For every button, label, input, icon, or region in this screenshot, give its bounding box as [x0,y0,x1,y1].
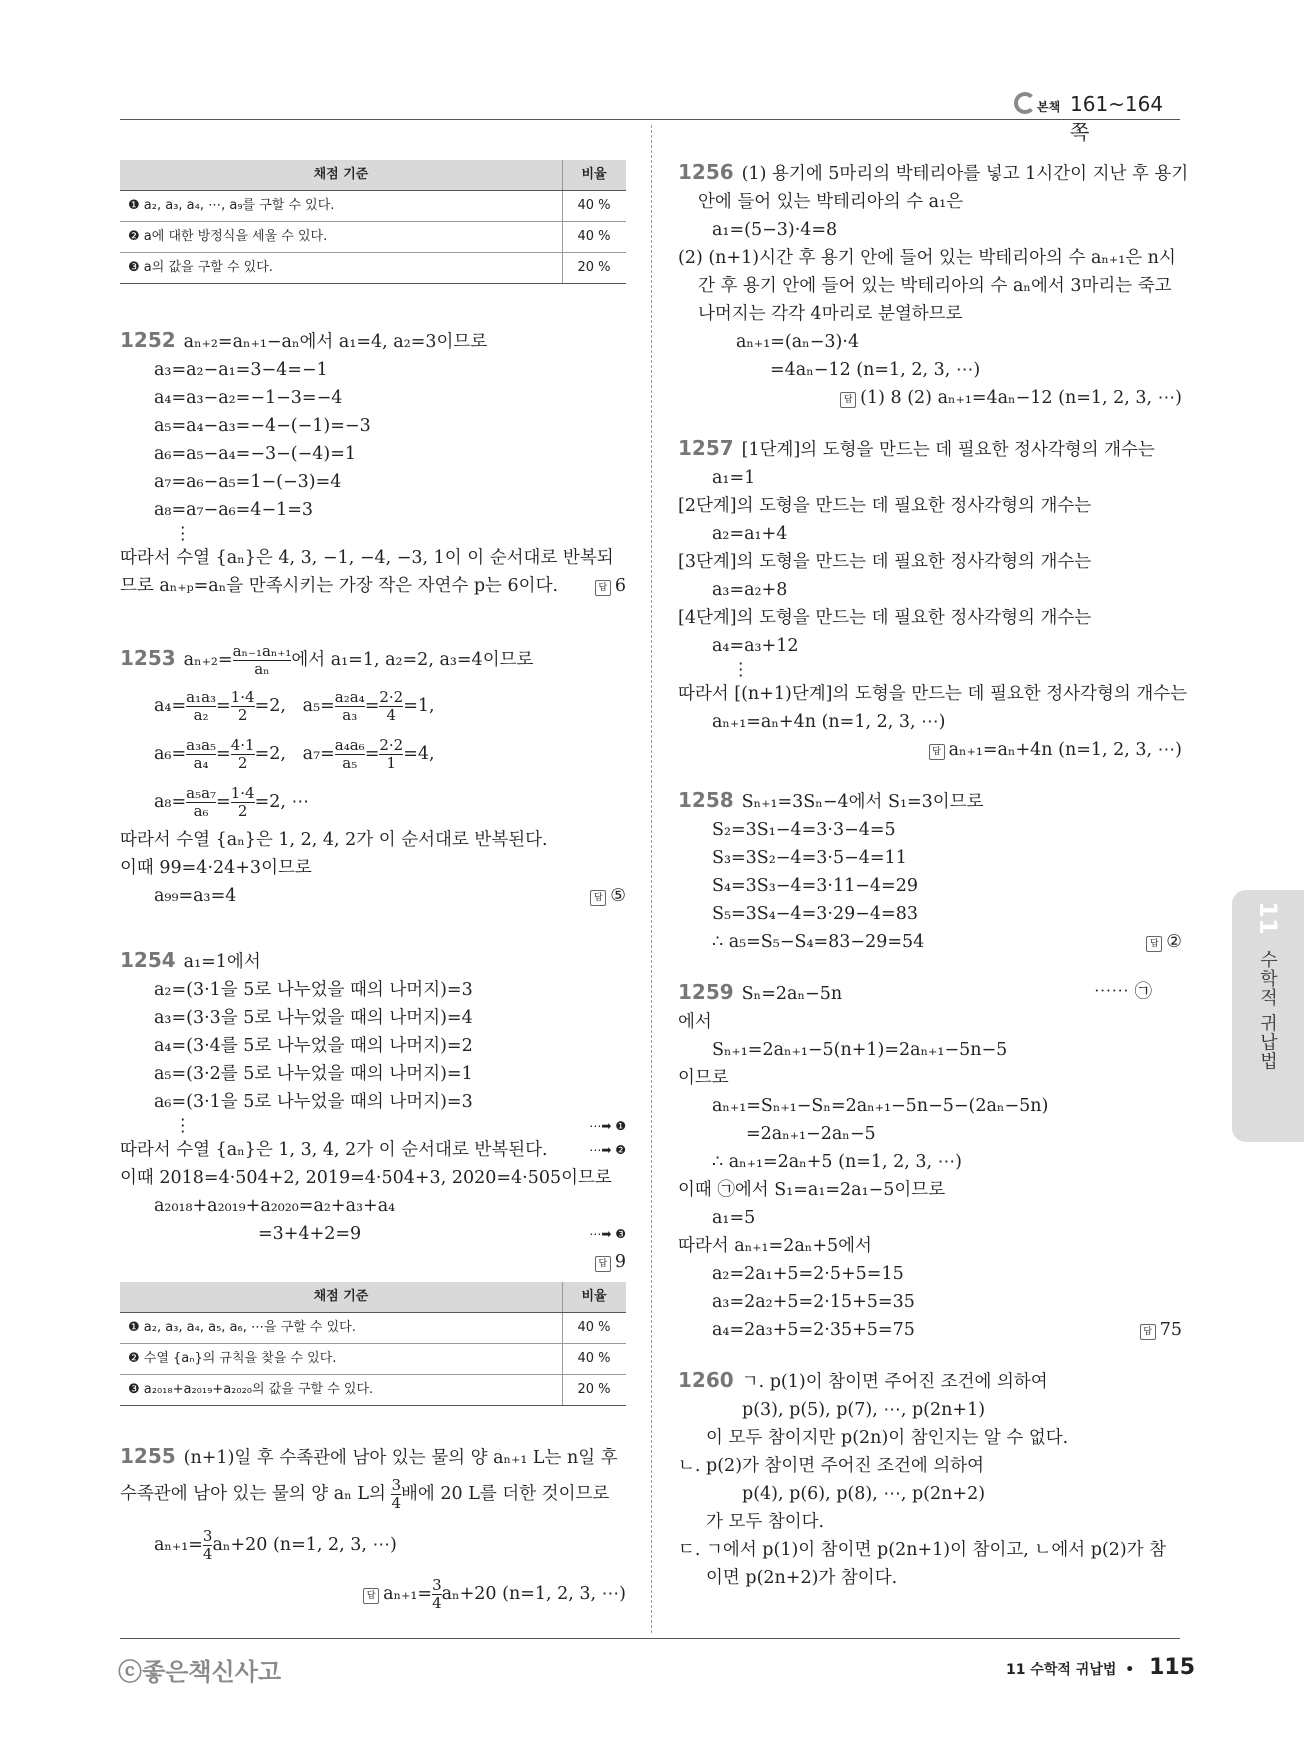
solution-1253: 1253 aₙ₊₂= $\frac{\text{aₙ₋₁aₙ₊₁}}{\text{aₙ}}$ 에서 a₁=1, a₂=2, a₃=4이므로 a₄= $\frac{\text{a₁a₃}}{\text{a₂}}$ = $\frac{1\cdot 4}{2}$ =2, a₅= $\frac{\text{a₂a₄}}{\text{a₃}}$ = $\frac{2\cdot 2}{4}$ =1, a₆= $\frac{\text{a₃a₅}}{\text{a₄}}$ = $\frac{4\cdot 1}{2}$ =2, a₇= $\frac{\text{a₄a₆}}{\text{a₅}}$ = $\frac{2\cdot 2}{1}$ =4, a₈= $\frac{\text{a₅a₇}}{\text{a₆}}$ = $\frac{1\cdot 4}{2}$ =2, ⋯ 따라서 수열 {aₙ}은 1, 2, 4, 2가 이 순서대로 반복된다. 이때 99=4·24+3이므로 a₉₉=a₃=4 답 ⑤ [120,642,626,906]
footer-bullet: • [1125,1662,1135,1678]
chapter-title: 수학적 귀납법 [1257,950,1278,1071]
answer: 6 [614,576,626,596]
problem-number: 1260 [678,1368,734,1392]
left-column [120,160,626,1614]
problem-number: 1256 [678,160,734,184]
problem-number: 1252 [120,328,176,352]
answer-icon: 답 [595,580,611,596]
table-header: 비율 [563,1282,627,1313]
problem-number: 1254 [120,948,176,972]
table-row: ❷ a에 대한 방정식을 세울 수 있다. 40 % [120,222,626,253]
solution-1252: 1252 aₙ₊₂=aₙ₊₁−aₙ에서 a₁=4, a₂=3이므로 a₃=a₂−a₁=3−4=−1 a₄=a₃−a₂=−1−3=−4 a₅=a₄−a₃=−4−(−1)=−3 a₆=a₅−a₄=−3−(−4)=1 a₇=a₆−a₅=1−(−3)=4 a₈=a₇−a₆=4−1=3 ⋮ 따라서 수열 {aₙ}은 4, 3, −1, −4, −3, 1이 이 순서대로 반복되 므로 aₙ₊ₚ=aₙ을 만족시키는 가장 작은 자연수 p는 6이다. 답 6 [120,328,626,596]
answer-icon: 답 [840,392,856,408]
answer: 9 [614,1252,626,1272]
page-footer [1006,1655,1195,1680]
solution-1259: 1259 Sₙ=2aₙ−5n ⋯⋯ ㉠ 에서 Sₙ₊₁=2aₙ₊₁−5(n+1)=2aₙ₊₁−5n−5 이므로 aₙ₊₁=Sₙ₊₁−Sₙ=2aₙ₊₁−5n−5−(2aₙ−5n) =2aₙ₊₁−2aₙ−5 ∴ aₙ₊₁=2aₙ+5 (n=1, 2, 3, ⋯) 이때 ㉠에서 S₁=a₁=2a₁−5이므로 a₁=5 따라서 aₙ₊₁=2aₙ+5에서 a₂=2a₁+5=2·5+5=15 a₃=2a₂+5=2·15+5=35 a₄=2a₃+5=2·35+5=75 답 75 [678,980,1182,1340]
bonchaek-label: 본책 [1037,100,1061,114]
answer: ⑤ [610,886,626,906]
answer-icon: 답 [1146,936,1162,952]
table-header: 채점 기준 [120,1282,563,1313]
answer: ② [1166,932,1182,952]
footer-chapter: 11 수학적 귀납법 [1006,1662,1117,1678]
solution-1254: 1254 a₁=1에서 a₂=(3·1을 5로 나누었을 때의 나머지)=3 a₃=(3·3을 5로 나누었을 때의 나머지)=4 a₄=(3·4를 5로 나누었을 때의 나머지)=2 a₅=(3·2를 5로 나누었을 때의 나머지)=1 a₆=(3·1을 5로 나누었을 때의 나머지)=3 ⋮ ⋯➡ ❶ 따라서 수열 {aₙ}은 1, 3, 4, 2가 이 순서대로 반복된다. ⋯➡ ❷ 이때 2018=4·504+2, 2019=4·504+3, 2020=4·505이므로 a₂₀₁₈+a₂₀₁₉+a₂₀₂₀=a₂+a₃+a₄ =3+4+2=9 ⋯➡ ❸ 답 9 [120,948,626,1272]
answer-icon: 답 [595,1256,611,1272]
page-header [980,92,1180,144]
problem-number: 1257 [678,436,734,460]
criteria-table-2 [120,1282,626,1406]
table-row: ❸ a의 값을 구할 수 있다. 20 % [120,253,626,284]
solution-1258: 1258 Sₙ₊₁=3Sₙ−4에서 S₁=3이므로 S₂=3S₁−4=3·3−4=5 S₃=3S₂−4=3·5−4=11 S₄=3S₃−4=3·11−4=29 S₅=3S₄−4=3·29−4=83 ∴ a₅=S₅−S₄=83−29=54 답 ② [678,788,1182,952]
solution-1256: 1256 (1) 용기에 5마리의 박테리아를 넣고 1시간이 지난 후 용기 안에 들어 있는 박테리아의 수 a₁은 a₁=(5−3)·4=8 (2) (n+1)시간 후 용기 안에 들어 있는 박테리아의 수 aₙ₊₁은 n시 간 후 용기 안에 들어 있는 박테리아의 수 aₙ에서 3마리는 죽고 나머지는 각각 4마리로 분열하므로 aₙ₊₁=(aₙ−3)·4 =4aₙ−12 (n=1, 2, 3, ⋯) 답 (1) 8 (2) aₙ₊₁=4aₙ−12 (n=1, 2, 3, ⋯) [678,160,1189,408]
page-number: 115 [1149,1655,1196,1680]
page-range: 161~164쪽 [1070,92,1164,144]
table-header: 채점 기준 [120,160,563,191]
curved-arrow-icon [1014,92,1036,114]
answer: aₙ₊₁=aₙ+4n (n=1, 2, 3, ⋯) [948,740,1182,760]
table-row: ❸ a₂₀₁₈+a₂₀₁₉+a₂₀₂₀의 값을 구할 수 있다. 20 % [120,1375,626,1406]
problem-number: 1255 [120,1444,176,1468]
criteria-table-1 [120,160,626,284]
solution-1260: 1260 ㄱ. p(1)이 참이면 주어진 조건에 의하여 p(3), p(5), p(7), ⋯, p(2n+1) 이 모두 참이지만 p(2n)이 참인지는 알 수 없다. ㄴ. p(2)가 참이면 주어진 조건에 의하여 p(4), p(6), p(8), ⋯, p(2n+2) 가 모두 참이다. ㄷ. ㄱ에서 p(1)이 참이면 p(2n+1)이 참이고, ㄴ에서 p(2)가 참 이면 p(2n+2)가 참이다. [678,1368,1167,1588]
chapter-number: 11 [1254,901,1282,935]
answer: (1) 8 (2) aₙ₊₁=4aₙ−12 (n=1, 2, 3, ⋯) [860,388,1182,408]
publisher-logo: ⓒ좋은책신사고 [118,1658,282,1686]
answer-icon: 답 [929,744,945,760]
answer-icon: 답 [590,890,606,906]
table-header: 비율 [563,160,627,191]
answer: 75 [1159,1320,1182,1340]
problem-number: 1258 [678,788,734,812]
answer-icon: 답 [363,1588,379,1604]
table-row: ❷ 수열 {aₙ}의 규칙을 찾을 수 있다. 40 % [120,1344,626,1375]
top-divider [120,119,1180,120]
right-column [678,158,1189,1592]
table-row: ❶ a₂, a₃, a₄, a₅, a₆, ⋯을 구할 수 있다. 40 % [120,1313,626,1344]
solution-1257: 1257 [1단계]의 도형을 만드는 데 필요한 정사각형의 개수는 a₁=1 [2단계]의 도형을 만드는 데 필요한 정사각형의 개수는 a₂=a₁+4 [3단계]의 도형을 만드는 데 필요한 정사각형의 개수는 a₃=a₂+8 [4단계]의 도형을 만드는 데 필요한 정사각형의 개수는 a₄=a₃+12 ⋮ 따라서 [(n+1)단계]의 도형을 만드는 데 필요한 정사각형의 개수는 aₙ₊₁=aₙ+4n (n=1, 2, 3, ⋯) 답 aₙ₊₁=aₙ+4n (n=1, 2, 3, ⋯) [678,436,1188,760]
problem-number: 1253 [120,646,176,670]
solution-1255: 1255 (n+1)일 후 수족관에 남아 있는 물의 양 aₙ₊₁ L는 n일 후 수족관에 남아 있는 물의 양 aₙ L의 $\frac{3}{4}$ 배에 20 L를 더한 것이므로 aₙ₊₁= $\frac{3}{4}$ aₙ+20 (n=1, 2, 3, ⋯) 답 aₙ₊₁= $\frac{3}{4}$ aₙ+20 (n=1, 2, 3, ⋯) [120,1444,626,1612]
table-row: ❶ a₂, a₃, a₄, ⋯, a₉를 구할 수 있다. 40 % [120,191,626,222]
answer-icon: 답 [1140,1324,1156,1340]
problem-number: 1259 [678,980,734,1004]
chapter-side-tab [1232,890,1304,1142]
bottom-divider [120,1638,1180,1639]
column-divider [651,125,652,1633]
